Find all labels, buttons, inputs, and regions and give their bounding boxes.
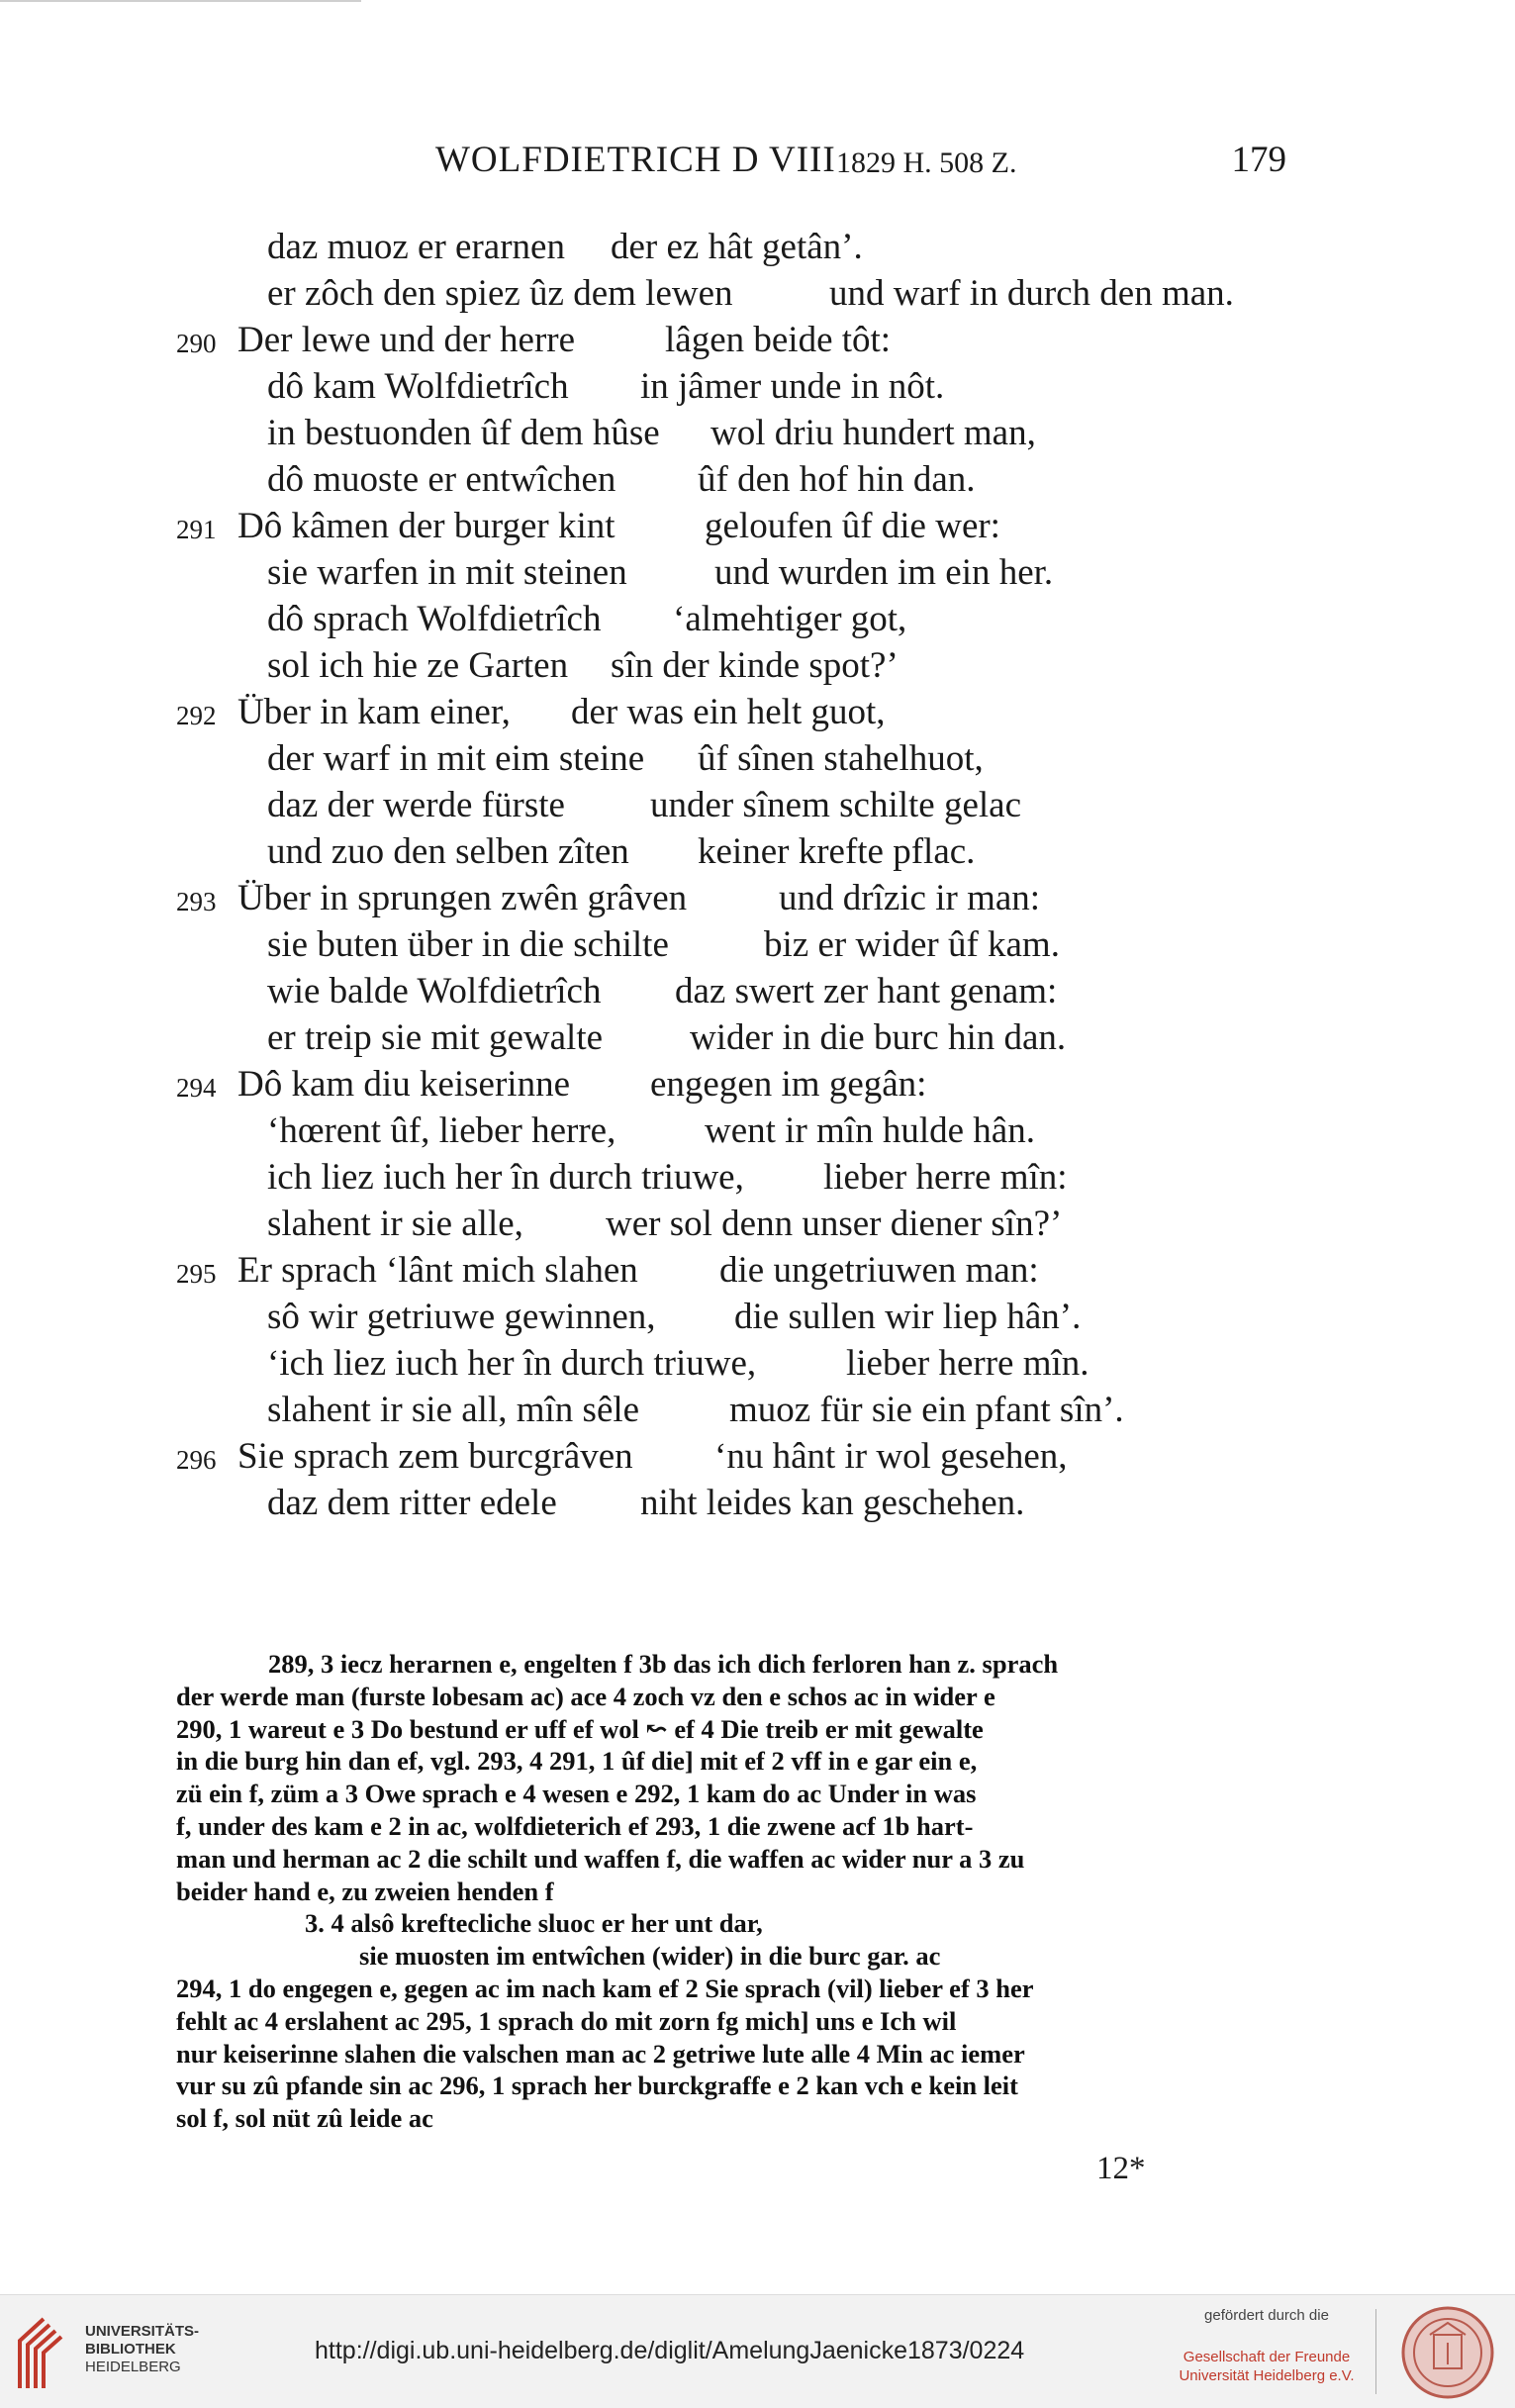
critical-apparatus: [176, 1648, 1298, 2135]
apparatus-line: beider hand e, zu zweien henden f: [176, 1876, 554, 1906]
apparatus-line: 290, 1 wareut e 3 Do bestund er uff ef wol ↜ ef 4 Die treib er mit gewalte: [176, 1713, 984, 1744]
verse-line: slahent ir sie alle, wer sol denn unser diener sîn?’: [267, 1204, 1063, 1244]
apparatus-line: zü ein f, züm a 3 Owe sprach e 4 wesen e 292, 1 kam do ac Under in was: [176, 1779, 977, 1809]
running-title: WOLFDIETRICH D VIII: [435, 140, 836, 180]
library-name: UNIVERSITÄTS- BIBLIOTHEK HEIDELBERG: [85, 2323, 200, 2375]
verse-line: wie balde Wolfdietrîch daz swert zer hant genam:: [267, 971, 1058, 1011]
apparatus-line: 294, 1 do engegen e, gegen ac im nach kam ef 2 Sie sprach (vil) lieber ef 3 her: [176, 1973, 1034, 2003]
verse-line: daz muoz er erarnen der ez hât getân’.: [267, 227, 863, 267]
strophe-number: 290: [176, 329, 217, 358]
verse-line: 291 Dô kâmen der burger kint geloufen ûf die wer:: [0, 503, 1515, 549]
strophe-number: 294: [176, 1073, 217, 1103]
verse-line: ‘ich liez iuch her în durch triuwe, lieber herre mîn.: [267, 1343, 1089, 1384]
sponsor-name[interactable]: Gesellschaft der Freunde Universität Heidelberg e.V.: [1179, 2349, 1355, 2384]
apparatus-line: der werde man (furste lobesam ac) ace 4 zoch vz den e schos ac in wider e: [176, 1681, 995, 1711]
verse-line: 290 Der lewe und der herre lâgen beide tôt:: [0, 317, 1515, 363]
strophe-number: 296: [176, 1445, 217, 1475]
verse-line: in bestuonden ûf dem hûse wol driu hundert man,: [267, 413, 1036, 453]
footer-divider: [1375, 2309, 1376, 2394]
verse-reference: 1829 H. 508 Z.: [836, 146, 1017, 179]
sponsor-block: [1168, 2307, 1366, 2385]
top-border: [0, 0, 361, 2]
apparatus-line: in die burg hin dan ef, vgl. 293, 4 291, 1 ûf die] mit ef 2 vff in e gar ein e,: [176, 1746, 978, 1777]
verse-text: [0, 224, 1515, 1526]
verse-line: daz dem ritter edele niht leides kan geschehen.: [267, 1483, 1025, 1523]
apparatus-line: nur keiserinne slahen die valschen man ac 2 getriwe lute alle 4 Min ac iemer: [176, 2038, 1025, 2069]
verse-line: und zuo den selben zîten keiner krefte pflac.: [267, 831, 976, 872]
strophe-number: 295: [176, 1259, 217, 1289]
verse-line: 294 Dô kam diu keiserinne engegen im gegân:: [0, 1061, 1515, 1108]
apparatus-line: sie muosten im entwîchen (wider) in die burc gar. ac: [359, 1941, 941, 1972]
verse-line: slahent ir sie all, mîn sêle muoz für sie ein pfant sîn’.: [267, 1390, 1124, 1430]
verse-line: er treip sie mit gewalte wider in die burc hin dan.: [267, 1017, 1067, 1058]
sponsor-intro: gefördert durch die: [1204, 2307, 1329, 2324]
verse-line: sie buten über in die schilte biz er wider ûf kam.: [267, 924, 1060, 965]
signature-mark: 12*: [1096, 2151, 1146, 2186]
verse-line: ‘hœrent ûf, lieber herre, went ir mîn hulde hân.: [267, 1110, 1035, 1151]
apparatus-line: vur su zû pfande sin ac 296, 1 sprach her burckgraffe e 2 kan vch e kein leit: [176, 2071, 1018, 2101]
page-number: 179: [1231, 140, 1286, 180]
verse-line: daz der werde fürste under sînem schilte gelac: [267, 785, 1022, 825]
apparatus-line: fehlt ac 4 erslahent ac 295, 1 sprach do mit zorn fg mich] uns e Ich wil: [176, 2005, 957, 2036]
strophe-number: 291: [176, 515, 217, 544]
strophe-number: 292: [176, 701, 217, 730]
verse-line: 292 Über in kam einer, der was ein helt guot,: [0, 689, 1515, 735]
verse-line: 295 Er sprach ‘lânt mich slahen die ungetriuwen man:: [0, 1247, 1515, 1294]
verse-line: dô muoste er entwîchen ûf den hof hin dan.: [267, 459, 976, 500]
verse-line: sie warfen in mit steinen und wurden im ein her.: [267, 552, 1054, 593]
page-header: [435, 139, 1286, 188]
apparatus-line: 289, 3 iecz herarnen e, engelten f 3b das ich dich ferloren han z. sprach: [268, 1649, 1059, 1679]
strophe-number: 293: [176, 887, 217, 916]
apparatus-line: 3. 4 alsô kreftecliche sluoc er her unt dar,: [305, 1908, 763, 1939]
apparatus-line: f, under des kam e 2 in ac, wolfdieterich ef 293, 1 die zwene acf 1b hart-: [176, 1810, 974, 1841]
permalink-url[interactable]: http://digi.ub.uni-heidelberg.de/diglit/AmelungJaenicke1873/0224: [315, 2337, 1025, 2364]
university-seal-icon: [1400, 2305, 1495, 2400]
apparatus-line: sol f, sol nüt zû leide ac: [176, 2103, 433, 2134]
footer-bar: [0, 2294, 1515, 2408]
verse-line: sô wir getriuwe gewinnen, die sullen wir liep hân’.: [267, 1297, 1082, 1337]
verse-line: 296 Sie sprach zem burcgrâven ‘nu hânt ir wol gesehen,: [0, 1433, 1515, 1480]
verse-line: dô kam Wolfdietrîch in jâmer unde in nôt.: [267, 366, 945, 407]
apparatus-line: man und herman ac 2 die schilt und waffen f, die waffen ac wider nur a 3 zu: [176, 1843, 1025, 1874]
verse-line: dô sprach Wolfdietrîch ‘almehtiger got,: [267, 599, 907, 639]
verse-line: ich liez iuch her în durch triuwe, lieber herre mîn:: [267, 1157, 1068, 1198]
ub-heidelberg-logo-icon[interactable]: [14, 2311, 71, 2394]
verse-line: der warf in mit eim steine ûf sînen stahelhuot,: [267, 738, 984, 779]
verse-line: 293 Über in sprungen zwên grâven und drîzic ir man:: [0, 875, 1515, 921]
verse-line: sol ich hie ze Garten sîn der kinde spot?’: [267, 645, 899, 686]
verse-line: er zôch den spiez ûz dem lewen und warf in durch den man.: [267, 273, 1234, 314]
